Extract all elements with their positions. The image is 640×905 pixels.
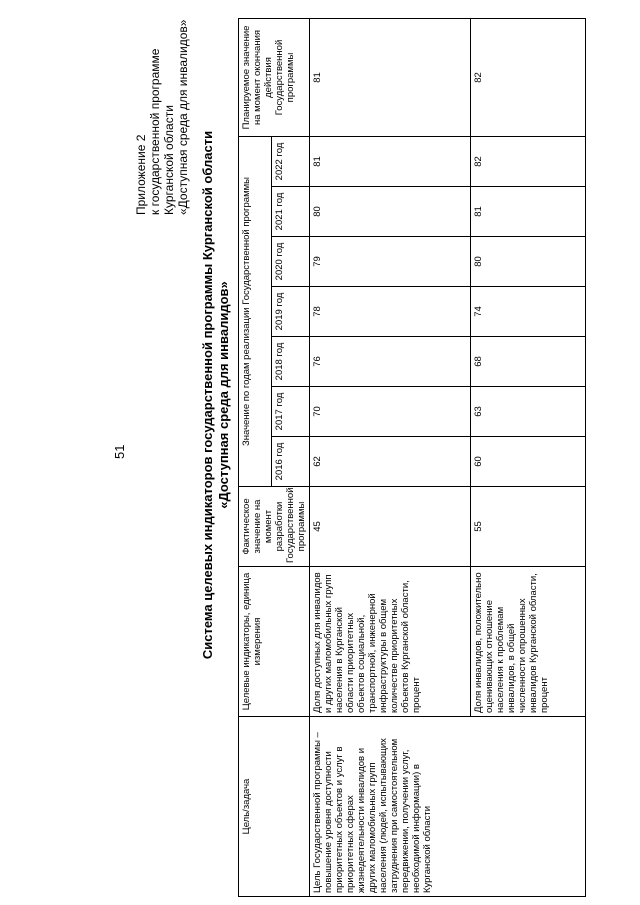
document-heading — [200, 35, 232, 755]
page-number: 51 — [112, 444, 127, 459]
header-year: 2020 год — [272, 237, 310, 287]
year-value: 78 — [310, 287, 471, 337]
year-value: 82 — [471, 136, 586, 186]
heading-line-1: Система целевых индикаторов государственной программы Курганской области — [200, 130, 215, 660]
header-year: 2017 год — [272, 387, 310, 437]
year-value: 60 — [471, 437, 586, 487]
appendix-note — [134, 0, 190, 215]
header-year: 2019 год — [272, 287, 310, 337]
year-value: 76 — [310, 337, 471, 387]
header-planned: Планируемое значение на момент окончания действия Государственной программы — [239, 18, 310, 136]
indicator-cell: Доля доступных для инвалидов и других маломобильных групп населения в Курганской области приоритетных объектов социальной, транспортной, инженерной инфраструктуры в общем количестве приоритетных объектов Курганской области, процент — [310, 567, 471, 717]
planned-value: 82 — [471, 18, 586, 136]
heading-line-2: «Доступная среда для инвалидов» — [216, 281, 231, 509]
year-value: 74 — [471, 287, 586, 337]
actual-value: 45 — [310, 487, 471, 567]
appendix-line-4: «Доступная среда для инвалидов» — [176, 19, 190, 215]
planned-value: 81 — [310, 18, 471, 136]
year-value: 70 — [310, 387, 471, 437]
year-value: 63 — [471, 387, 586, 437]
header-year: 2021 год — [272, 187, 310, 237]
indicators-table — [238, 18, 586, 897]
appendix-line-1: Приложение 2 — [134, 134, 148, 215]
year-value: 80 — [310, 187, 471, 237]
year-value: 68 — [471, 337, 586, 387]
year-value: 80 — [471, 237, 586, 287]
header-year: 2018 год — [272, 337, 310, 387]
header-goal: Цель/задача — [239, 717, 310, 897]
header-year: 2022 год — [272, 136, 310, 186]
header-by-years: Значение по годам реализации Государственной программы — [239, 136, 272, 486]
year-value: 62 — [310, 437, 471, 487]
header-actual: Фактическое значение на момент разработки Государственной программы — [239, 487, 310, 567]
table-row — [310, 18, 471, 896]
year-value: 79 — [310, 237, 471, 287]
header-year: 2016 год — [272, 437, 310, 487]
appendix-line-2: к государственной программе — [148, 48, 162, 215]
year-value: 81 — [310, 136, 471, 186]
actual-value: 55 — [471, 487, 586, 567]
header-indicator: Целевые индикаторы, единица измерения — [239, 567, 310, 717]
appendix-line-3: Курганской области — [162, 105, 176, 215]
indicator-cell: Доля инвалидов, положительно оценивающих отношение населения к проблемам инвалидов, в общей численности опрошенных инвалидов Курганской области, процент — [471, 567, 586, 717]
goal-cell: Цель Государственной программы – повышение уровня доступности приоритетных объектов и услуг в приоритетных сферах жизнедеятельности инвалидов и других маломобильных групп населения (людей, испытывающих затруднения при самостоятельном передвижении, получении услуг, необходимой информации) в Курганской области — [310, 717, 586, 897]
year-value: 81 — [471, 187, 586, 237]
